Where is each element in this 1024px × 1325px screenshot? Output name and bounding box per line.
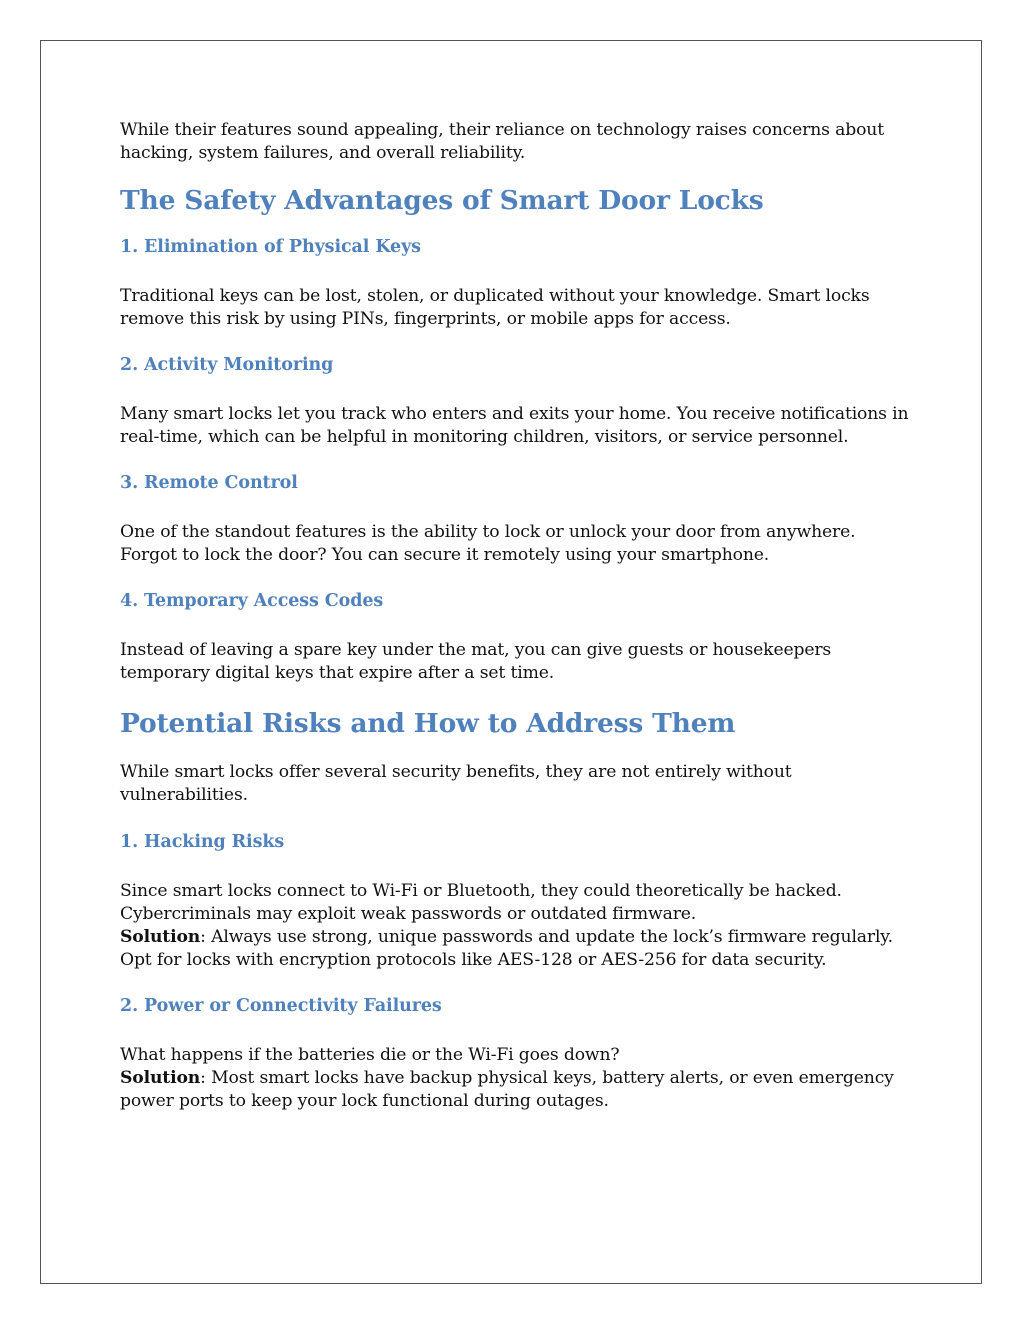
- subheading-power-connectivity-failures: 2. Power or Connectivity Failures: [120, 996, 442, 1016]
- solution-label: Solution: [120, 927, 201, 947]
- hacking-risks-text: Since smart locks connect to Wi-Fi or Bluetooth, they could theoretically be hacked. Cybercriminals may exploit weak passwords or outdated firmware.: [120, 881, 842, 924]
- paragraph-power-connectivity-failures: [120, 1044, 910, 1113]
- power-failures-solution-text: : Most smart locks have backup physical keys, battery alerts, or even emergency power ports to keep your lock functional during outages.: [120, 1068, 894, 1111]
- subheading-activity-monitoring: 2. Activity Monitoring: [120, 355, 334, 375]
- paragraph-temporary-access-codes: Instead of leaving a spare key under the mat, you can give guests or housekeepers temporary digital keys that expire after a set time.: [120, 640, 832, 683]
- intro-paragraph: While their features sound appealing, their reliance on technology raises concerns about hacking, system failures, and overall reliability.: [120, 120, 884, 163]
- power-failures-text: What happens if the batteries die or the Wi-Fi goes down?: [120, 1045, 620, 1065]
- subheading-elimination-of-keys: 1. Elimination of Physical Keys: [120, 237, 421, 257]
- hacking-risks-solution-text: : Always use strong, unique passwords and update the lock’s firmware regularly. Opt for locks with encryption protocols like AES-128 or AES-256 for data security.: [120, 927, 893, 970]
- document-body: [120, 119, 910, 1113]
- section-heading-safety-advantages: The Safety Advantages of Smart Door Locks: [120, 185, 764, 216]
- paragraph-elimination-of-keys: Traditional keys can be lost, stolen, or duplicated without your knowledge. Smart locks remove this risk by using PINs, fingerprints, or mobile apps for access.: [120, 286, 870, 329]
- section-heading-potential-risks: Potential Risks and How to Address Them: [120, 708, 736, 739]
- paragraph-remote-control: One of the standout features is the ability to lock or unlock your door from anywhere. Forgot to lock the door? You can secure it remotely using your smartphone.: [120, 522, 856, 565]
- solution-label: Solution: [120, 1068, 201, 1088]
- subheading-hacking-risks: 1. Hacking Risks: [120, 832, 285, 852]
- paragraph-activity-monitoring: Many smart locks let you track who enters and exits your home. You receive notifications in real-time, which can be helpful in monitoring children, visitors, or service personnel.: [120, 404, 909, 447]
- subheading-temporary-access-codes: 4. Temporary Access Codes: [120, 591, 384, 611]
- risks-intro-paragraph: While smart locks offer several security benefits, they are not entirely without vulnerabilities.: [120, 762, 792, 805]
- paragraph-hacking-risks: [120, 880, 910, 972]
- subheading-remote-control: 3. Remote Control: [120, 473, 298, 493]
